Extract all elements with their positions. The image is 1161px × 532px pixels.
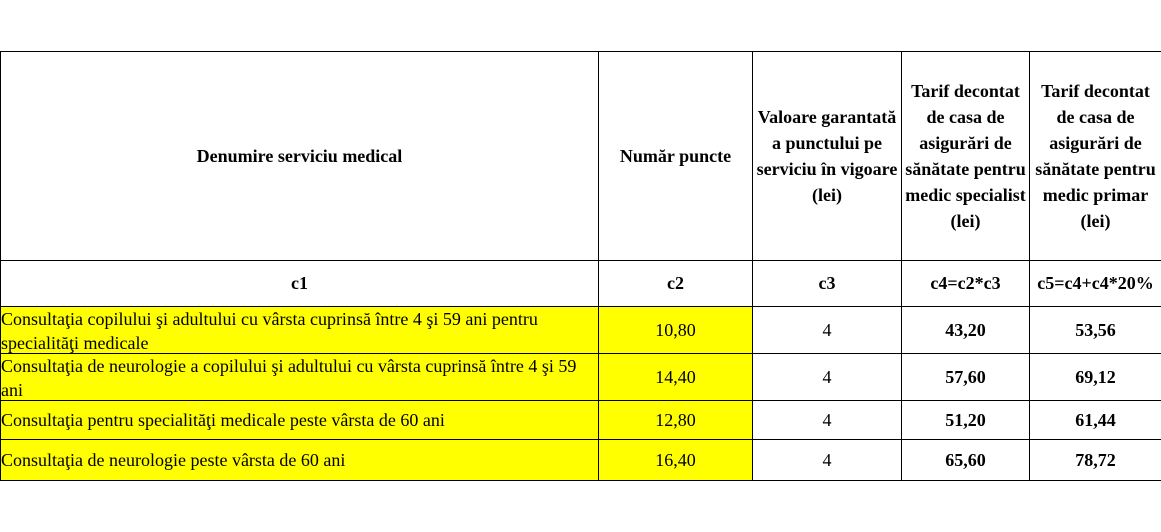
point-value-cell: 4	[753, 307, 902, 354]
points-cell: 14,40	[599, 354, 753, 401]
header-row	[1, 52, 1161, 261]
code-c5: c5=c4+c4*20%	[1030, 261, 1161, 307]
service-name: Consultaţia copilului şi adultului cu vârsta cuprinsă între 4 şi 59 ani pentru specialităţi medicale	[1, 309, 538, 353]
table-row	[1, 401, 1161, 440]
point-value-cell: 4	[753, 401, 902, 440]
header-valoare-punct: Valoare garantată a punctului pe serviciu în vigoare (lei)	[753, 52, 902, 261]
tariff-table	[0, 51, 1161, 481]
tarif-primar-cell: 53,56	[1030, 307, 1161, 354]
tarif-primar-cell: 78,72	[1030, 440, 1161, 481]
header-tarif-primar: Tarif decontat de casa de asigurări de sănătate pentru medic primar (lei)	[1030, 52, 1161, 261]
code-c4: c4=c2*c3	[902, 261, 1030, 307]
service-name: Consultaţia pentru specialităţi medicale peste vârsta de 60 ani	[1, 410, 445, 430]
code-c1: c1	[1, 261, 599, 307]
points-cell: 16,40	[599, 440, 753, 481]
header-denumire: Denumire serviciu medical	[1, 52, 599, 261]
header-tarif-specialist: Tarif decontat de casa de asigurări de sănătate pentru medic specialist (lei)	[902, 52, 1030, 261]
tarif-specialist-cell: 65,60	[902, 440, 1030, 481]
code-c3: c3	[753, 261, 902, 307]
column-code-row	[1, 261, 1161, 307]
service-name: Consultaţia de neurologie a copilului şi adultului cu vârsta cuprinsă între 4 şi 59 ani	[1, 356, 577, 400]
tarif-specialist-cell: 43,20	[902, 307, 1030, 354]
points-cell: 10,80	[599, 307, 753, 354]
point-value-cell: 4	[753, 354, 902, 401]
tarif-specialist-cell: 51,20	[902, 401, 1030, 440]
service-name-cell	[1, 440, 599, 481]
tarif-primar-cell: 61,44	[1030, 401, 1161, 440]
table-row	[1, 440, 1161, 481]
header-numar-puncte: Număr puncte	[599, 52, 753, 261]
service-name-cell	[1, 354, 599, 401]
points-cell: 12,80	[599, 401, 753, 440]
table-row	[1, 307, 1161, 354]
code-c2: c2	[599, 261, 753, 307]
service-name: Consultaţia de neurologie peste vârsta de 60 ani	[1, 450, 346, 470]
point-value-cell: 4	[753, 440, 902, 481]
tarif-specialist-cell: 57,60	[902, 354, 1030, 401]
table-row	[1, 354, 1161, 401]
service-name-cell	[1, 307, 599, 354]
service-name-cell	[1, 401, 599, 440]
tarif-primar-cell: 69,12	[1030, 354, 1161, 401]
